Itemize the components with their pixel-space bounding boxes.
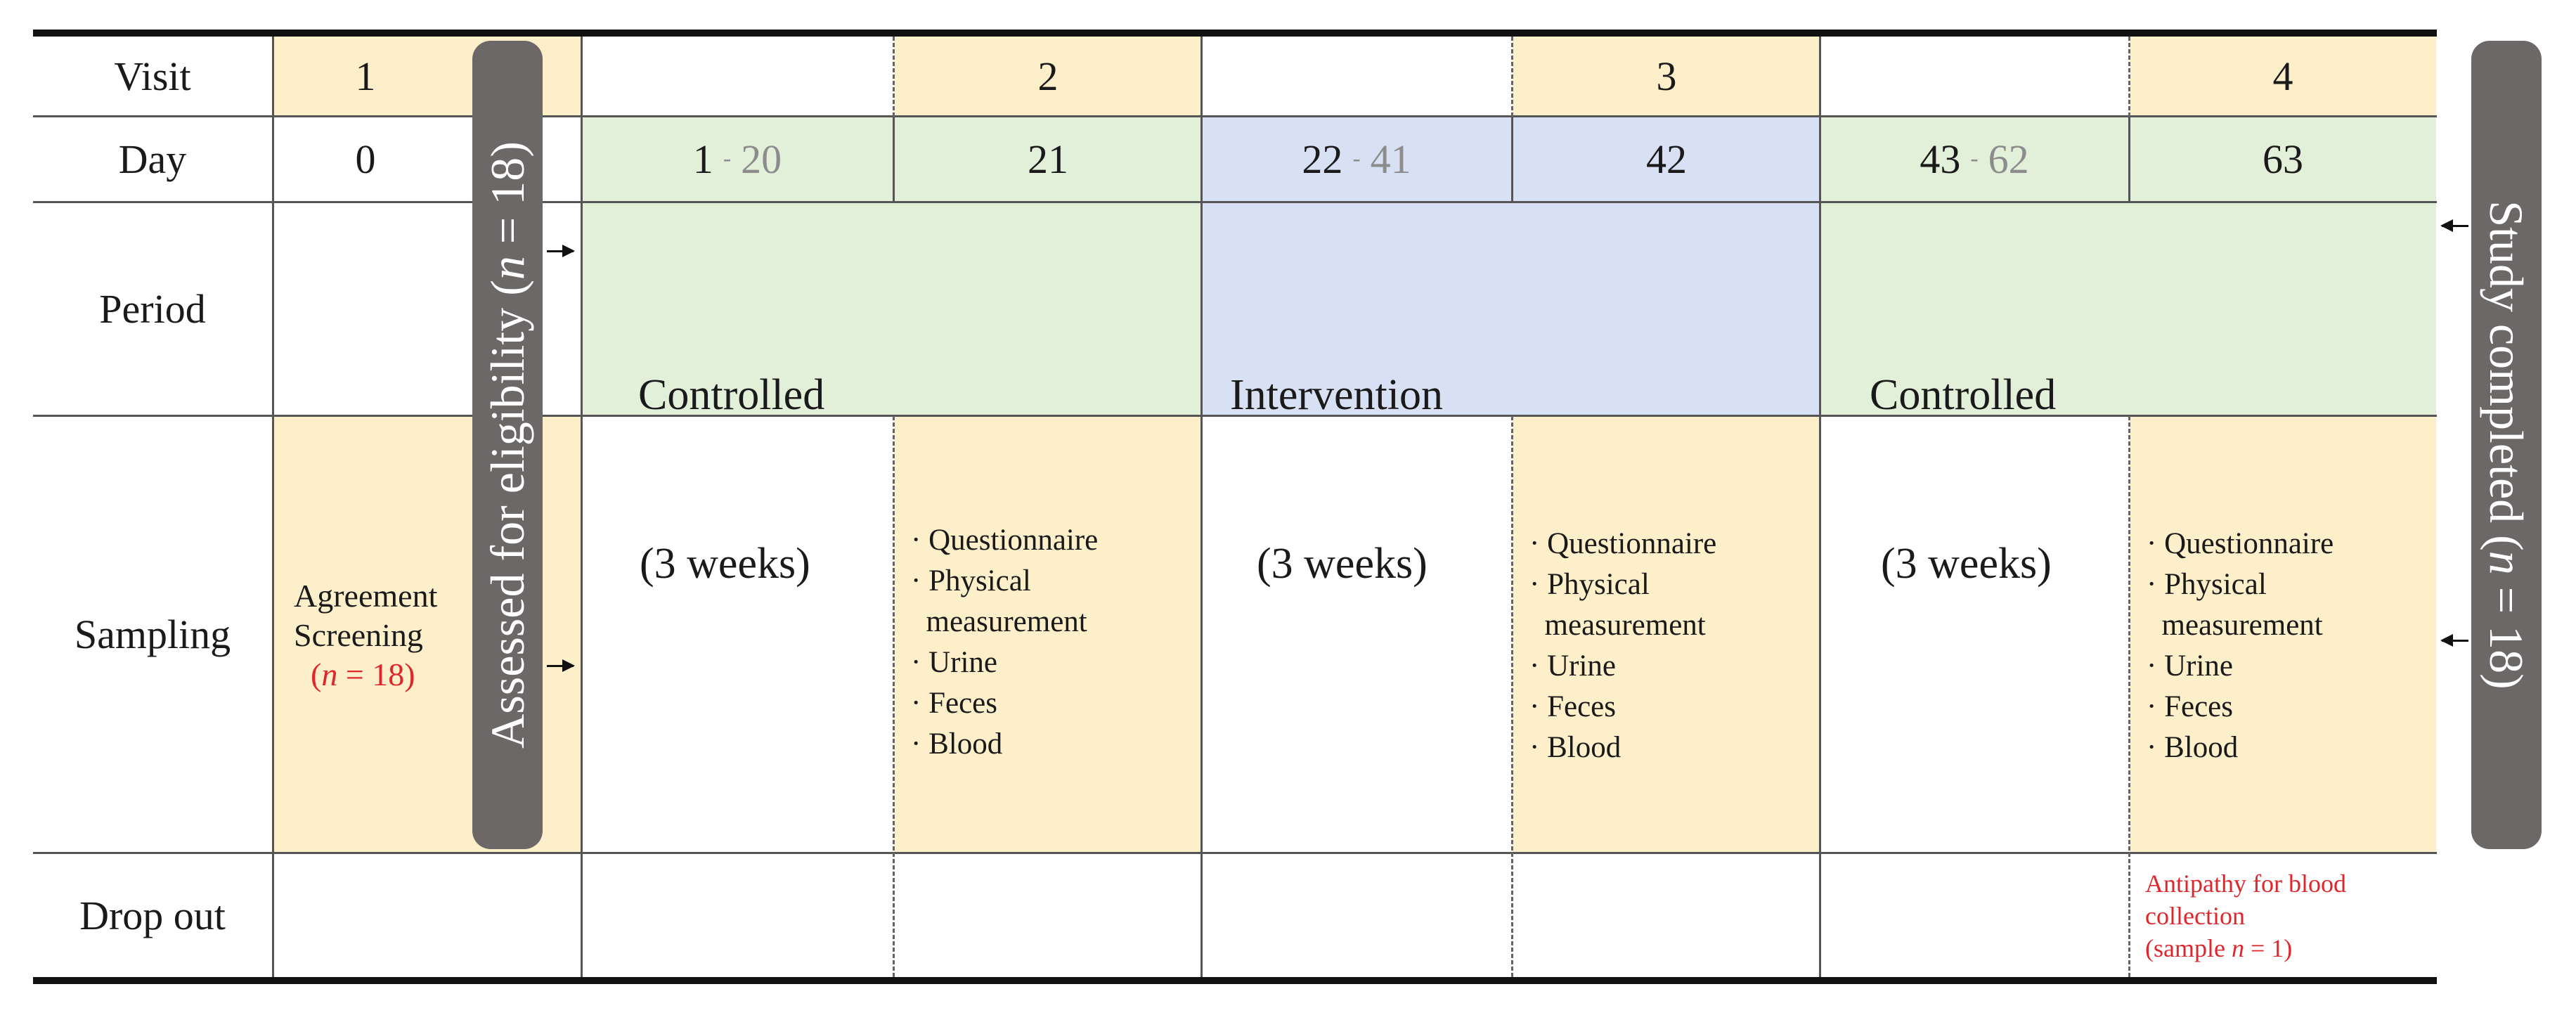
row-label-day: Day <box>118 136 187 182</box>
dropout-line1: Antipathy for blood <box>2145 869 2346 898</box>
period-duration: (3 weeks) <box>1881 540 2052 588</box>
visit-2: 2 <box>1037 53 1059 99</box>
dropout-note <box>2145 867 2346 964</box>
sampling-item: · Urine <box>2147 649 2233 683</box>
count: = 18) <box>337 657 415 692</box>
prefix: Assessed for eligibility ( <box>481 280 534 749</box>
day-range-end: 41 <box>1370 136 1411 182</box>
period-name: Intervention <box>1230 371 1444 419</box>
period-name: Controlled <box>638 371 825 419</box>
screening-block <box>294 576 437 694</box>
screening-count <box>294 655 437 694</box>
day-21: 21 <box>1028 136 1068 182</box>
day-range-43-62 <box>1820 117 2128 201</box>
period-duration: (3 weeks) <box>640 540 810 588</box>
sampling-item: · Urine <box>1529 649 1616 683</box>
row-label-period: Period <box>99 285 206 332</box>
screening-screening: Screening <box>294 617 423 653</box>
study-completed-label <box>2478 58 2535 832</box>
dropout-line2: collection <box>2145 902 2245 930</box>
n-var: n <box>2231 934 2244 962</box>
bottom-rule <box>33 977 2437 984</box>
row-label-sampling: Sampling <box>74 611 231 657</box>
sampling-list-visit3 <box>1529 524 1716 768</box>
sampling-item: measurement <box>2147 609 2323 642</box>
day-range-start: 43 <box>1920 136 1961 182</box>
n-var: n <box>321 657 338 692</box>
arrow-to-sampling <box>547 665 574 667</box>
eligibility-label <box>479 58 536 832</box>
sampling-list-visit2 <box>911 520 1098 765</box>
paren: ( <box>311 657 322 692</box>
day-42: 42 <box>1646 136 1687 182</box>
sampling-item: · Blood <box>1529 731 1622 764</box>
dashed-divider-visit4-bottom <box>2128 416 2130 977</box>
sampling-list-visit4 <box>2147 524 2334 768</box>
sampling-item: · Physical <box>911 564 1031 597</box>
day-range-separator: - <box>1970 146 1979 172</box>
sampling-item: · Blood <box>911 728 1003 761</box>
day-63: 63 <box>2263 136 2303 182</box>
period-controlled-2 <box>1870 254 2056 648</box>
sampling-item: · Feces <box>911 687 997 720</box>
period-controlled-1 <box>638 254 824 648</box>
day-range-separator: - <box>723 146 732 172</box>
sampling-item: · Questionnaire <box>911 524 1099 557</box>
suffix: = 18) <box>2480 574 2533 690</box>
day-range-start: 1 <box>692 136 713 182</box>
dashed-divider-visit3-bottom <box>1511 416 1513 977</box>
n-var: n <box>481 256 534 280</box>
arrow-to-period <box>547 250 574 252</box>
sampling-item: · Blood <box>2147 731 2239 764</box>
prefix: Study completed ( <box>2480 200 2533 551</box>
day-range-1-20 <box>582 117 893 201</box>
n-var: n <box>2480 550 2533 575</box>
day-range-22-41 <box>1202 117 1511 201</box>
row-divider-sampling-dropout <box>33 852 2437 854</box>
suffix: = 18) <box>481 141 534 257</box>
day-range-start: 22 <box>1302 136 1343 182</box>
day-range-end: 20 <box>741 136 782 182</box>
visit-4: 4 <box>2272 53 2293 99</box>
day-range-separator: - <box>1352 146 1361 172</box>
sampling-item: measurement <box>1529 609 1706 642</box>
arrow-from-sampling <box>2442 640 2468 642</box>
suffix: = 1) <box>2244 934 2293 962</box>
period-intervention <box>1230 254 1443 648</box>
sampling-item: measurement <box>911 605 1087 638</box>
day-0: 0 <box>355 136 376 182</box>
sampling-item: · Physical <box>1529 568 1650 601</box>
dropout-line3 <box>2145 932 2346 964</box>
row-label-dropout: Drop out <box>79 892 226 938</box>
sampling-item: · Questionnaire <box>1529 527 1717 560</box>
prefix: (sample <box>2145 934 2232 962</box>
sampling-item: · Physical <box>2147 568 2267 601</box>
row-label-visit: Visit <box>114 53 191 99</box>
top-rule <box>33 30 2437 37</box>
sampling-item: · Questionnaire <box>2147 527 2334 560</box>
arrow-from-period <box>2442 225 2468 227</box>
period-name: Controlled <box>1870 371 2057 419</box>
sampling-item: · Feces <box>1529 690 1616 723</box>
sampling-item: · Feces <box>2147 690 2233 723</box>
sampling-item: · Urine <box>911 646 997 679</box>
period-duration: (3 weeks) <box>1257 540 1428 588</box>
row-divider-day-period <box>33 201 2437 203</box>
visit-1: 1 <box>355 53 376 99</box>
visit-3: 3 <box>1656 53 1677 99</box>
screening-agreement: Agreement <box>294 578 438 614</box>
day-range-end: 62 <box>1988 136 2029 182</box>
dashed-divider-visit2-bottom <box>893 416 895 977</box>
